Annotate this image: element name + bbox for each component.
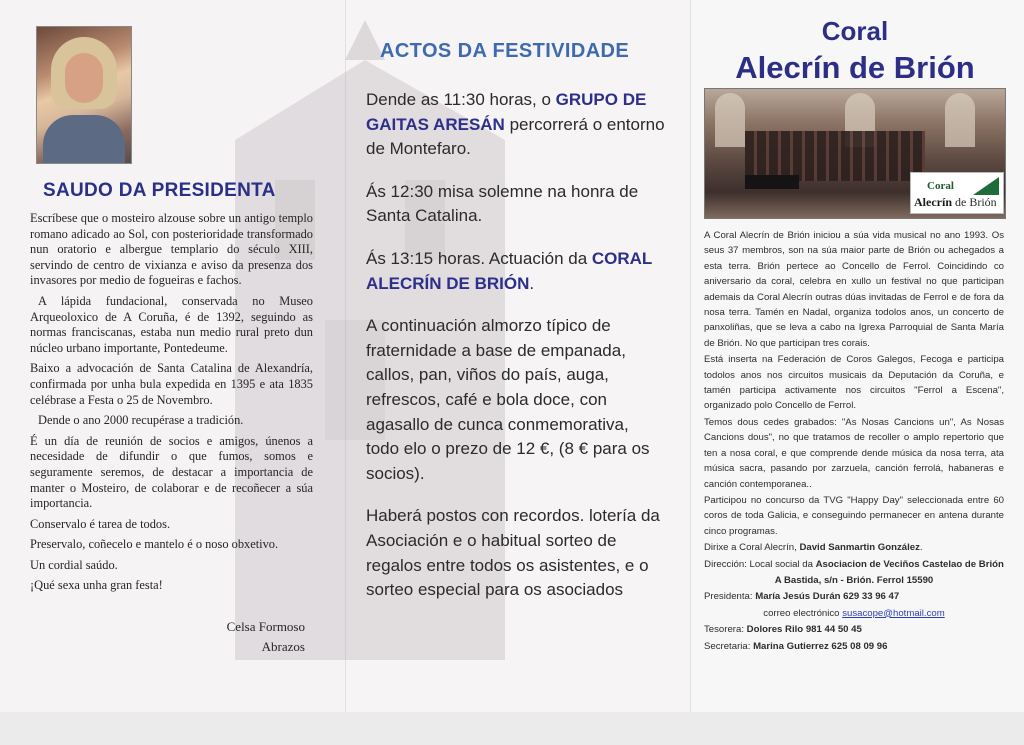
paragraph: Escríbese que o mosteiro alzouse sobre un antigo templo romano adicado ao Sol, con posterioridade transformado nun oratorio e albergue templario do século XIII, servindo de centro de vixianza e aviso da presenza dos invasores por medio de fogueiras e fachos.: [30, 211, 313, 288]
paragraph: Un cordial saúdo.: [30, 557, 118, 572]
tesorera-line: Tesorera: Dolores Rilo 981 44 50 45: [704, 624, 862, 636]
email-link[interactable]: susacope@hotmail.com: [842, 607, 945, 619]
event-lunch: A continuación almorzo típico de fraternidade a base de empanada, callos, pan, viños do país, auga, refrescos, café e bola doce, con agasallo de cunca conmemorativa, todo elo o prezo de 12 €, (8 € para os socios).: [366, 316, 650, 483]
president-greeting-heading: SAUDO DA PRESIDENTA: [43, 180, 276, 201]
paragraph: Temos dous cedes grabados: "As Nosas Cancions un", As Nosas Cancions dous", no que tratamos de recoller o amplo repertorio que ten a nosa coral, e que comprende dende música da nosa terra, ata música sacra, pasando por zarzuela, canción ferrolá, habaneras e canción contemporanea..: [704, 416, 1004, 490]
paragraph: Preservalo, coñecelo e mantelo é o noso obxetivo.: [30, 537, 279, 552]
presidenta-line: Presidenta: María Jesús Durán 629 33 96 47: [704, 591, 900, 603]
choir-description: [704, 228, 1004, 655]
paragraph: A lápida fundacional, conservada no Museo Arqueoloxico de A Coruña, é de 1392, seguindo as normas franciscanas, estaba nun medio rural preto dun núcleo urbano importante, Pontedeume.: [30, 293, 313, 355]
paragraph: A Coral Alecrín de Brión iniciou a súa vida musical no ano 1993. Os seus 37 membros, son na súa maior parte de Brión ou achegados a esta terra. Brión pertece ao Concello de Ferrol. Coincidindo co aniversario da coral, celebra en xullo un festival no que participan ademais da Coral Alecrín outras dúas invitadas de Ferrol e de fora da nosa terra. Tamén en Nadal, organiza todolos anos, un concerto de panxoliñas, que se leva a cabo na Igrexa Parroquial de Santa María de Brión. No que participan tres corais.: [704, 230, 1004, 349]
event-raffle: Haberá postos con recordos. lotería da Asociación e o habitual sorteo de regalos entre todos os asistentes, e o sorteo especial para os asociados: [366, 506, 660, 600]
secretaria-line: Secretaria: Marina Gutierrez 625 08 09 96: [704, 640, 888, 652]
president-greeting-text: [30, 211, 313, 599]
event-mass: Ás 12:30 misa solemne na honra de Santa Catalina.: [366, 181, 639, 226]
paragraph: Baixo a advocación de Santa Catalina de Alexandría, confirmada por unha bula expedida en 1395 e ata 1835 celébrase a Festa o 25 de Novembro.: [30, 361, 313, 407]
email-line: correo electrónico susacope@hotmail.com: [763, 607, 945, 619]
director-line: Dirixe a Coral Alecrín, David Sanmartin González.: [704, 542, 923, 554]
signature-block: [225, 617, 305, 657]
signature-closing: Abrazos: [261, 639, 305, 654]
paragraph: Participou no concurso da TVG "Happy Day" seleccionada entre 60 coros de toda Galicia, e conseguindo permanecer en antena durante cinco programas.: [704, 494, 1004, 537]
events-text: [366, 88, 666, 621]
paragraph: ¡Qué sexa unha gran festa!: [30, 578, 163, 593]
paragraph: Dende o ano 2000 recupérase a tradición.: [38, 413, 244, 428]
signature-name: Celsa Formoso: [226, 619, 305, 634]
bottom-margin: [0, 712, 1024, 745]
event-choir: Ás 13:15 horas. Actuación da CORAL ALECRÍN DE BRIÓN.: [366, 248, 653, 293]
choir-logo: Coral Alecrín de Brión: [910, 172, 1004, 214]
choir-title-line2: Alecrín de Brión: [735, 50, 975, 85]
event-bagpipes: Dende as 11:30 horas, o GRUPO DE GAITAS ARESÁN percorrerá o entorno de Montefaro.: [366, 90, 665, 159]
president-photo: [36, 26, 132, 164]
address-line-2: A Bastida, s/n - Brión. Ferrol 15590: [774, 574, 934, 586]
events-heading: ACTOS DA FESTIVIDADE: [380, 40, 630, 62]
address-line: Dirección: Local social da Asociacion de Veciños Castelao de Brión: [704, 558, 1004, 570]
choir-title: [705, 16, 1005, 86]
paragraph: Está inserta na Federación de Coros Galegos, Fecoga e participa todolos anos nos circuitos musicais da Deputación da Coruña, e tamén participa activamente nos circuitos "Ferrol a Escena", organizado polo Concello de Ferrol.: [704, 354, 1004, 412]
paragraph: Conservalo é tarea de todos.: [30, 516, 171, 531]
paragraph: É un día de reunión de socios e amigos, únenos a necesidade de difundir o que fumos, somos e seguramente seremos, de destacar a importancia de manter o Mosteiro, de colaborar e de recoñecer a súa importancia.: [30, 433, 313, 511]
choir-title-line1: Coral: [821, 16, 889, 46]
